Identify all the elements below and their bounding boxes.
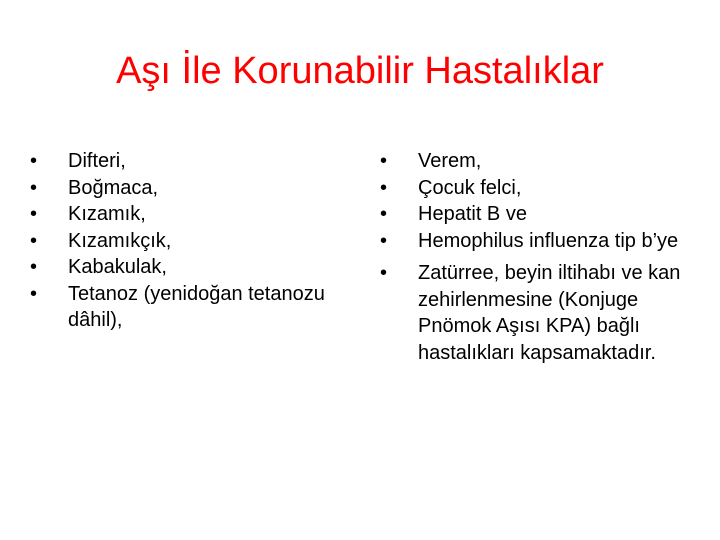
bullet-icon: •	[30, 256, 38, 278]
list-item	[30, 254, 330, 281]
list-item	[380, 260, 700, 366]
bullet-icon: •	[30, 229, 38, 252]
list-item-text: Tetanoz (yenidoğan tetanozu dâhil),	[68, 282, 325, 331]
bullet-icon: •	[30, 203, 38, 225]
list-item	[380, 228, 700, 255]
list-item-text: Çocuk felci,	[418, 176, 522, 199]
bullet-icon: •	[380, 150, 388, 172]
list-item	[380, 148, 700, 175]
right-bullet-list	[380, 148, 700, 366]
list-item-text: Kızamık,	[68, 203, 146, 225]
list-item-text: Verem,	[418, 150, 482, 172]
list-item-text: Zatürree, beyin iltihabı ve kan zehirlenmesine (Konjuge Pnömok Aşısı KPA) bağlı hastalıkları kapsamaktadır.	[418, 262, 681, 364]
list-item-text: Kabakulak,	[68, 256, 167, 278]
bullet-icon: •	[380, 229, 388, 252]
list-item	[30, 175, 330, 202]
list-item-text: Difteri,	[68, 150, 126, 172]
bullet-icon: •	[380, 262, 388, 284]
list-item-text: Kızamıkçık,	[68, 229, 172, 252]
list-item	[30, 228, 330, 255]
bullet-icon: •	[30, 176, 38, 199]
list-item-text: Boğmaca,	[68, 176, 159, 199]
bullet-icon: •	[380, 176, 388, 199]
list-item	[30, 281, 330, 334]
left-bullet-list	[30, 148, 330, 334]
bullet-icon: •	[380, 203, 388, 225]
list-item-text: Hepatit B ve	[418, 203, 527, 225]
list-item	[30, 201, 330, 228]
bullet-icon: •	[30, 150, 38, 172]
list-item	[30, 148, 330, 175]
list-item	[380, 201, 700, 228]
list-item	[380, 175, 700, 202]
slide-title: Aşı İle Korunabilir Hastalıklar	[116, 50, 604, 92]
list-item-text: Hemophilus influenza tip b’ye	[418, 229, 679, 252]
bullet-icon: •	[30, 282, 38, 305]
